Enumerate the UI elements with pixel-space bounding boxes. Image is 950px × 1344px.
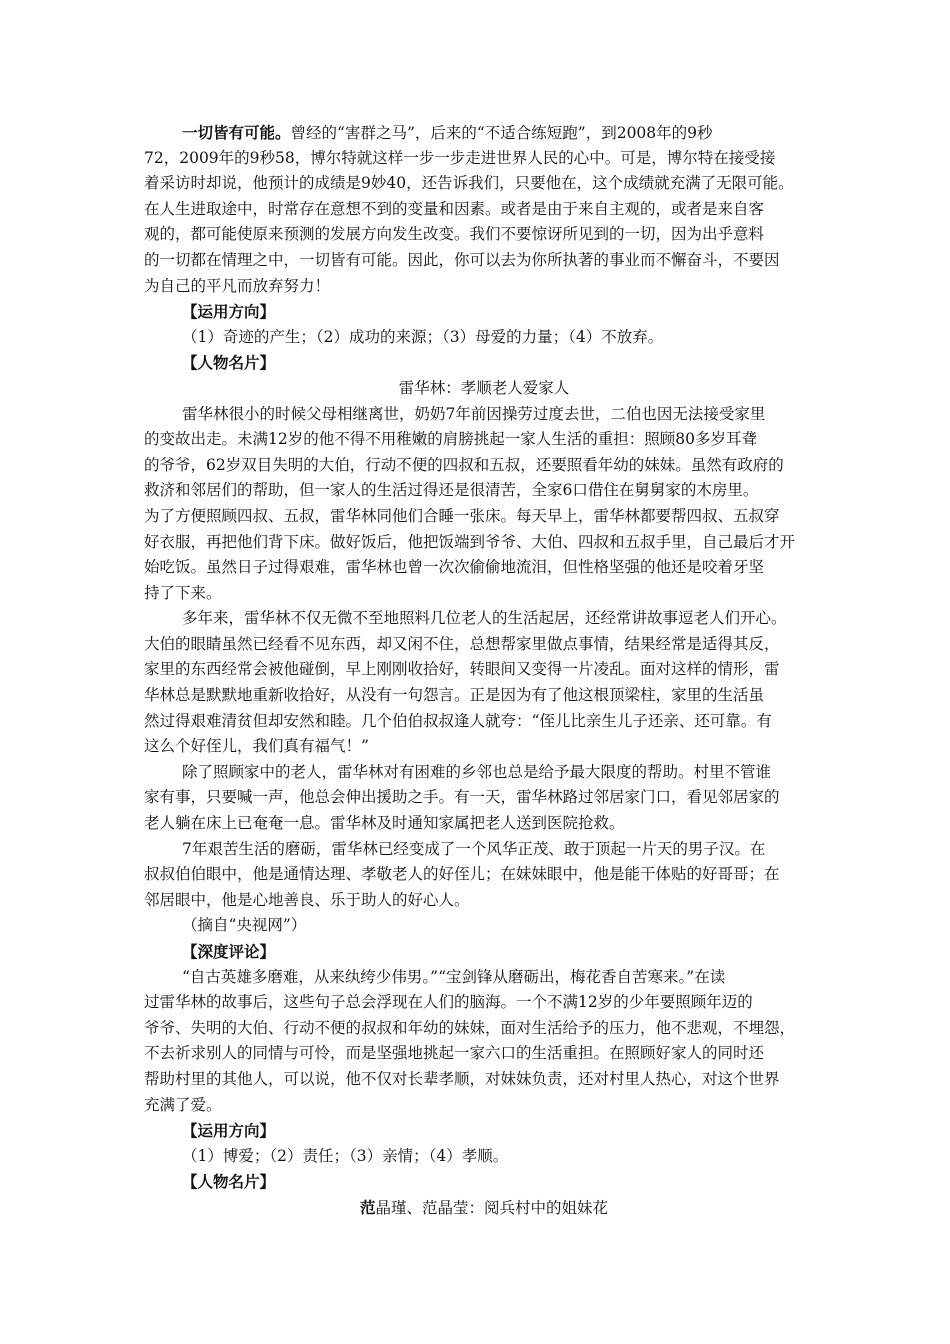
lead-line: 着采访时却说，他预计的成绩是9妙40，还告诉我们，只要他在，这个成绩就充满了无限可能。 [144, 174, 794, 193]
lead-line: 的一切都在情理之中，一切皆有可能。因此，你可以去为你所执著的事业而不懈奋斗，不要因 [144, 250, 780, 269]
story-line: 始吃饭。虽然日子过得艰难，雷华林也曾一次次偷偷地流泪，但性格坚强的他还是咬着牙坚 [144, 558, 765, 577]
usage-heading: 【运用方向】 [182, 302, 276, 322]
profile-title-rest: 晶瑾、范晶莹：阅兵村中的姐妹花 [375, 1198, 609, 1217]
commentary-line: 帮助村里的其他人，可以说，他不仅对长辈孝顺，对妹妹负责，还对村里人热心，对这个世界 [144, 1069, 780, 1088]
lead-line: 72，2009年的9秒58，博尔特就这样一步一步走进世界人民的心中。可是，博尔特在接受接 [144, 148, 776, 167]
commentary-line: “自古英雄多磨难，从来纨绔少伟男。”“宝剑锋从磨砺出，梅花香自苦寒来。”在读 [182, 967, 726, 986]
story-line: 持了下来。 [144, 583, 222, 602]
story-line: 这么个好侄儿，我们真有福气！” [144, 737, 369, 756]
profile-title [144, 1195, 824, 1221]
story-line: 救济和邻居们的帮助，但一家人的生活过得还是很清苦，全家6口借住在舅舅家的木房里。 [144, 481, 759, 500]
commentary-line: 不去祈求别人的同情与可怜，而是坚强地挑起一家六口的生活重担。在照顾好家人的同时还 [144, 1044, 765, 1063]
story-line: 雷华林很小的时候父母相继离世，奶奶7年前因操劳过度去世，二伯也因无法接受家里 [182, 404, 766, 423]
story-line: 的爷爷，62岁双目失明的大伯，行动不便的四叔和五叔，还要照看年幼的妹妹。虽然有政府的 [144, 455, 784, 474]
story-line: 然过得艰难清贫但却安然和睦。几个伯伯叔叔逢人就夸：“侄儿比亲生儿子还亲、还可靠。有 [144, 711, 772, 730]
usage-items: （1）博爱；（2）责任；（3）亲情；（4）孝顺。 [182, 1146, 509, 1165]
story-line: 大伯的眼睛虽然已经看不见东西，却又闲不住，总想帮家里做点事情，结果经常是适得其反， [144, 634, 780, 653]
lead-text: 曾经的“害群之马”，后来的“不适合练短跑”，到2008年的9秒 [290, 124, 713, 142]
source-note: （摘自“央视网”） [182, 916, 307, 935]
commentary-line: 过雷华林的故事后，这些句子总会浮现在人们的脑海。一个不满12岁的少年要照顾年迈的 [144, 993, 753, 1012]
profile-heading: 【人物名片】 [182, 1172, 276, 1192]
story-line: 为了方便照顾四叔、五叔，雷华林同他们合睡一张床。每天早上，雷华林都要帮四叔、五叔穿 [144, 506, 780, 525]
story-line: 叔叔伯伯眼中，他是通情达理、孝敬老人的好侄儿；在妹妹眼中，他是能干体贴的好哥哥；在 [144, 865, 780, 884]
lead-bold-phrase: 一切皆有可能。 [182, 123, 291, 142]
commentary-line: 充满了爱。 [144, 1095, 222, 1114]
lead-line: 观的，都可能使原来预测的发展方向发生改变。我们不要惊讶所见到的一切，因为出乎意料 [144, 225, 765, 244]
story-line: 家有事，只要喊一声，他总会伸出援助之手。有一天，雷华林路过邻居家门口，看见邻居家的 [144, 788, 780, 807]
usage-heading: 【运用方向】 [182, 1121, 276, 1141]
story-line: 的变故出走。未满12岁的他不得不用稚嫩的肩膀挑起一家人生活的重担：照顾80多岁耳聋 [144, 430, 757, 449]
profile-heading: 【人物名片】 [182, 353, 276, 373]
lead-line: 在人生进取途中，时常存在意想不到的变量和因素。或者是由于来自主观的，或者是来自客 [144, 199, 765, 218]
story-line: 华林总是默默地重新收拾好，从没有一句怨言。正是因为有了他这根顶梁柱，家里的生活虽 [144, 686, 765, 705]
story-line: 多年来，雷华林不仅无微不至地照料几位老人的生活起居，还经常讲故事逗老人们开心。 [182, 609, 787, 628]
usage-items: （1）奇迹的产生；（2）成功的来源；（3）母爱的力量；（4）不放弃。 [182, 327, 664, 346]
story-line: 7年艰苦生活的磨砺，雷华林已经变成了一个风华正茂、敢于顶起一片天的男子汉。在 [182, 839, 766, 858]
lead-line [144, 120, 824, 146]
story-line: 邻居眼中，他是心地善良、乐于助人的好心人。 [144, 890, 470, 909]
commentary-heading: 【深度评论】 [182, 942, 276, 961]
story-line: 老人躺在床上已奄奄一息。雷华林及时通知家属把老人送到医院抢救。 [144, 814, 625, 833]
document-page [144, 120, 824, 1221]
story-line: 家里的东西经常会被他碰倒，早上刚刚收拾好，转眼间又变得一片凌乱。面对这样的情形，雷 [144, 660, 780, 679]
story-line: 除了照顾家中的老人，雷华林对有困难的乡邻也总是给予最大限度的帮助。村里不管谁 [182, 762, 772, 781]
profile-title: 雷华林：孝顺老人爱家人 [398, 378, 570, 397]
commentary-line: 爷爷、失明的大伯、行动不便的叔叔和年幼的妹妹，面对生活给予的压力，他不悲观，不埋怨， [144, 1018, 796, 1037]
story-line: 好衣服，再把他们背下床。做好饭后，他把饭端到爷爷、大伯、四叔和五叔手里，自己最后才开 [144, 532, 796, 551]
lead-line: 为自己的平凡而放弃努力！ [144, 276, 331, 295]
profile-title-bold: 范 [359, 1197, 376, 1217]
